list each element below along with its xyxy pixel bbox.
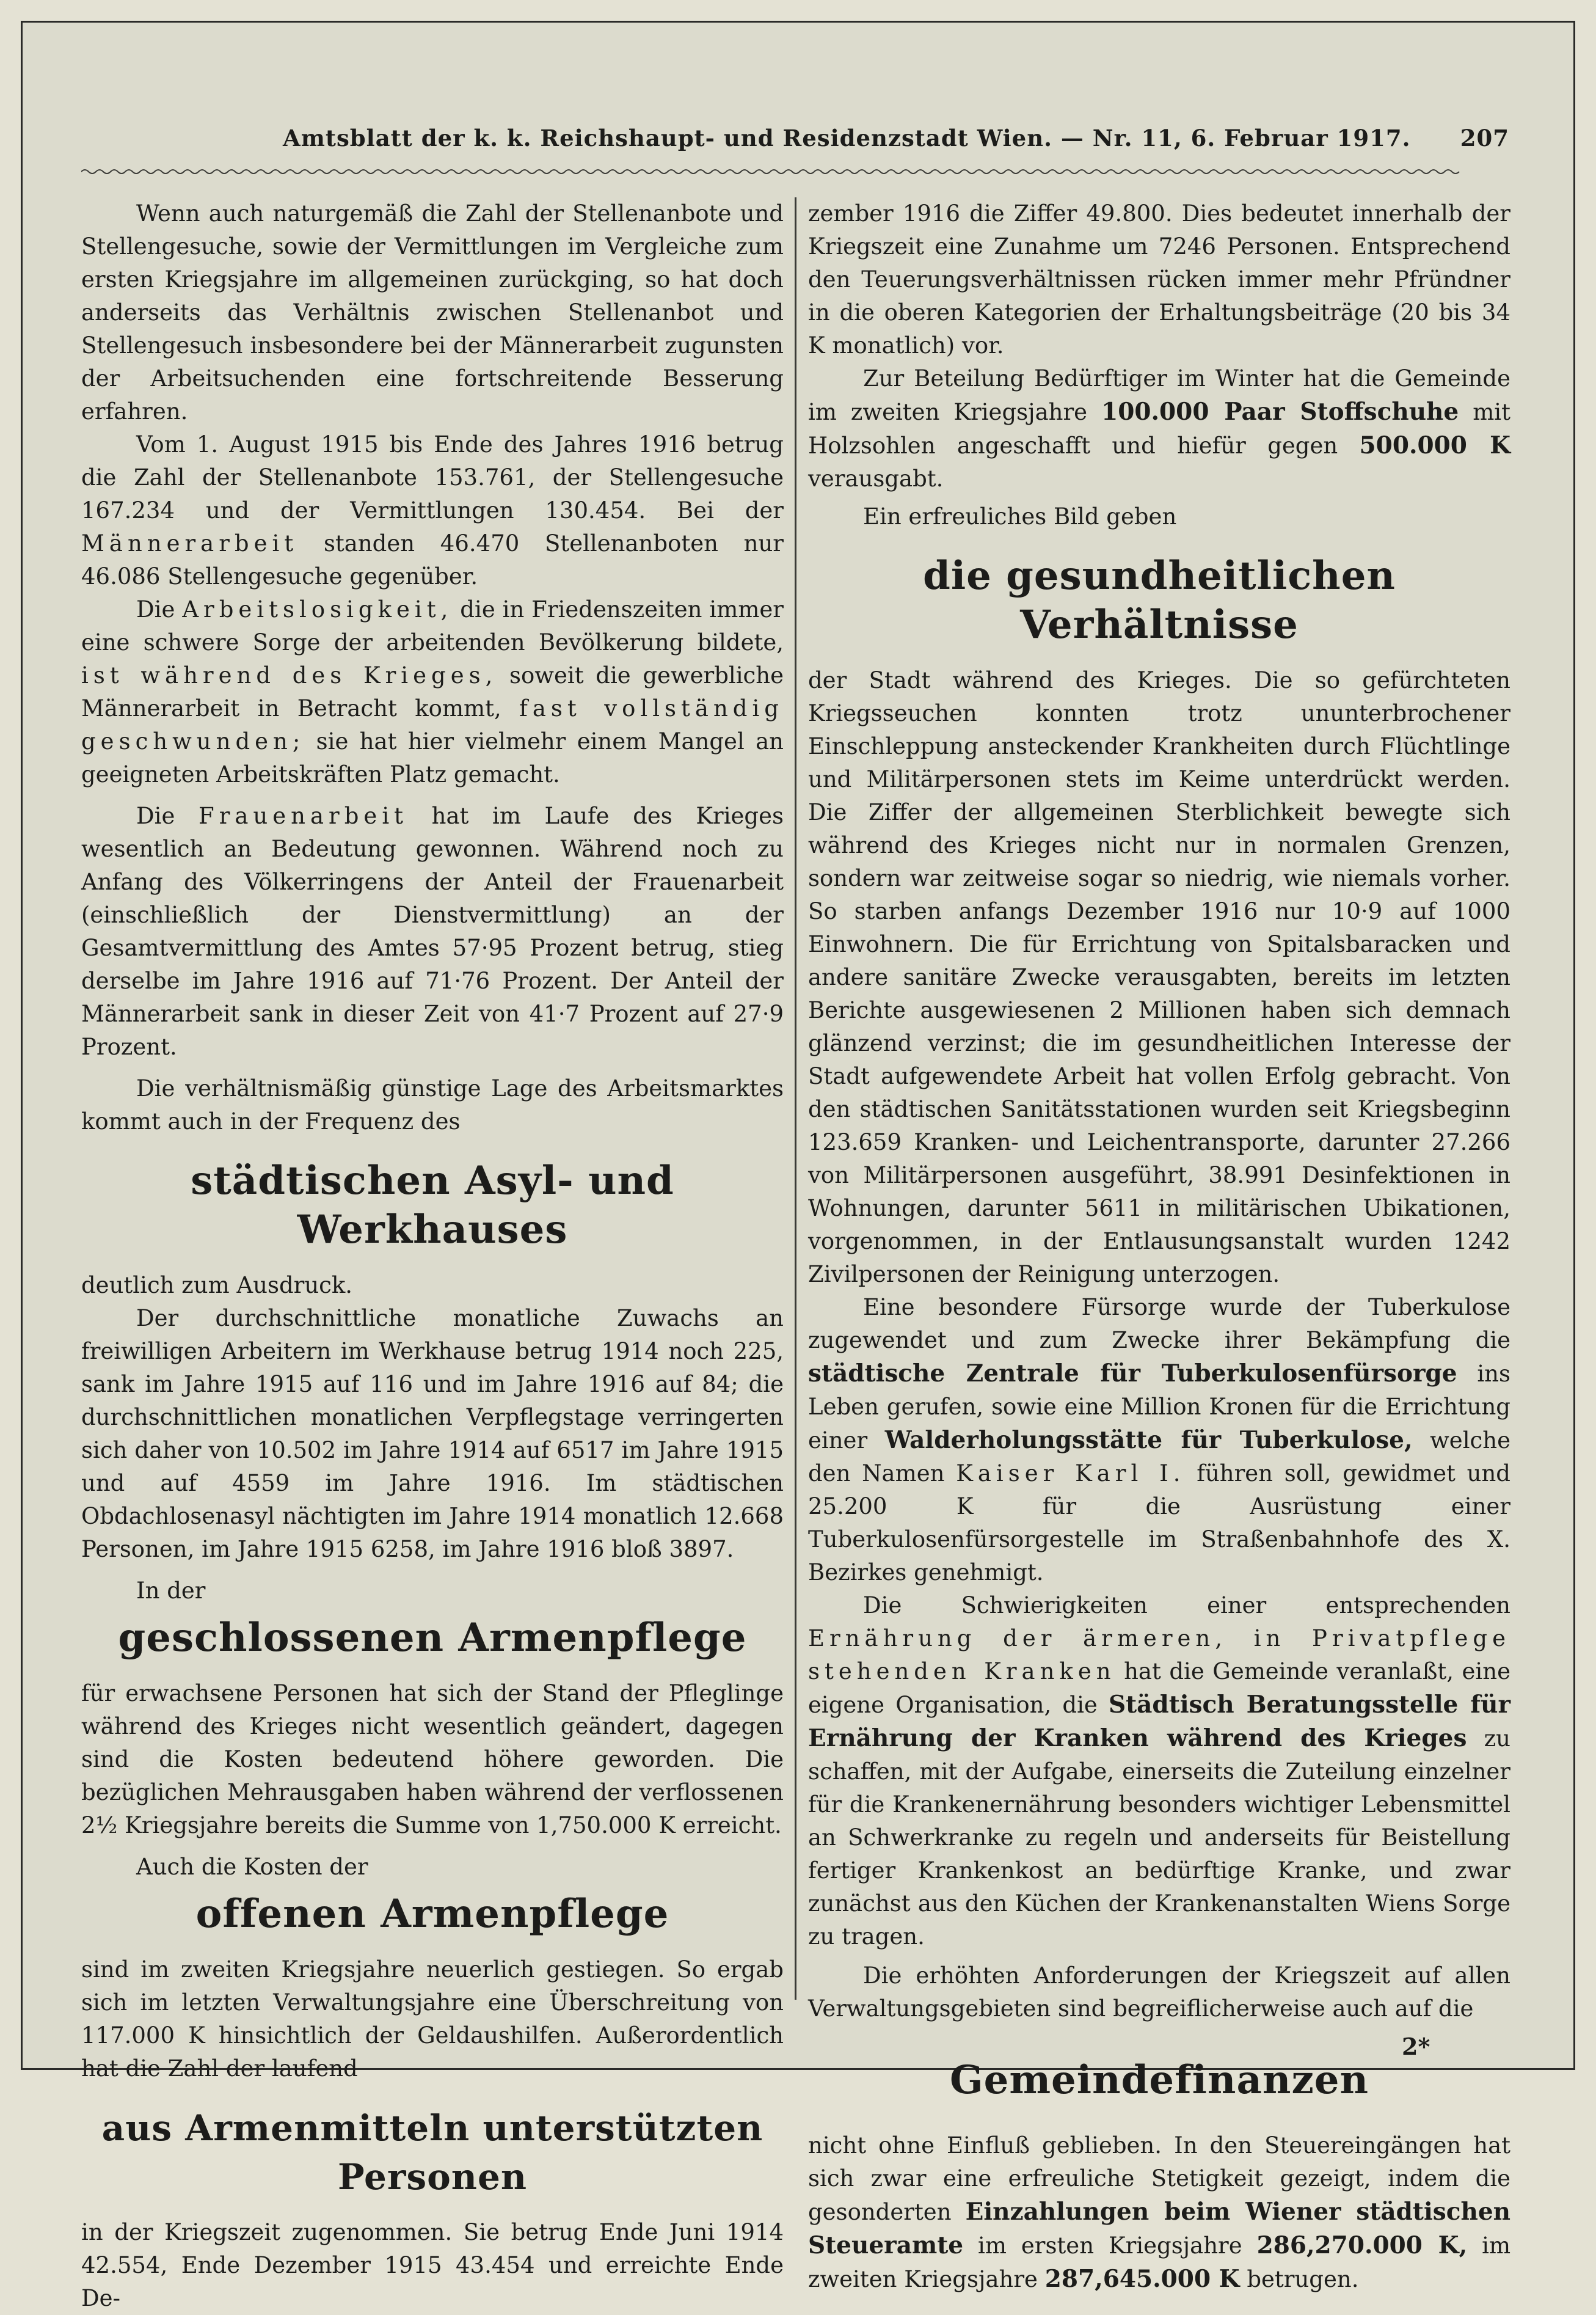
paragraph: sind im zweiten Kriegsjahre neuerlich gestiegen. So ergab sich im letzten Verwaltungsjahre eine Überschreitung von 117.000 K hinsichtlich der Geldaushilfen. Außerordentlich hat die Zahl der laufend bbox=[81, 1956, 784, 2082]
paragraph bbox=[808, 1291, 1510, 1589]
text-run: Eine besondere Fürsorge wurde der Tuberkulose zugewendet und zum Zwecke ihrer Bekämpfung die bbox=[808, 1294, 1510, 1353]
text-run: hat die Gemeinde veranlaßt, eine eigene Organisation, die bbox=[808, 1658, 1510, 1718]
paragraph: In der bbox=[136, 1578, 206, 1604]
text-run: hat im Laufe des Krieges wesentlich an Bedeutung gewonnen. Während noch zu Anfang des Völkerringens der Anteil der Frauenarbeit (einschließlich der Dienstvermittlung) an der Gesamtvermittlung des Amtes 57·95 Prozent betrug, stieg derselbe im Jahre 1916 auf 71·76 Prozent. Der Anteil der Männerarbeit sank in dieser Zeit von 41·7 Prozent auf 27·9 Prozent. bbox=[81, 803, 784, 1060]
decorative-wavy-rule bbox=[81, 167, 1513, 177]
bold-text: 100.000 Paar Stoffschuhe bbox=[1101, 398, 1459, 426]
text-run: Die Schwierigkeiten einer entsprechenden bbox=[863, 1592, 1510, 1618]
paragraph bbox=[81, 593, 784, 791]
paragraph bbox=[808, 1589, 1510, 1953]
left-column bbox=[81, 197, 784, 2315]
paragraph: deutlich zum Ausdruck. bbox=[81, 1272, 353, 1298]
spaced-text: ist während des Krieges, bbox=[81, 662, 498, 689]
paragraph: in der Kriegszeit zugenommen. Sie betrug Ende Juni 1914 42.554, Ende Dezember 1915 43.454 und erreichte Ende De- bbox=[81, 2219, 784, 2311]
spaced-text: Kaiser Karl I. bbox=[956, 1460, 1186, 1487]
paragraph: Auch die Kosten der bbox=[136, 1854, 368, 1880]
text-run: welche den Namen bbox=[808, 1427, 1510, 1487]
bold-text: Walderholungsstätte für Tuberkulose, bbox=[884, 1426, 1413, 1454]
paragraph bbox=[808, 2129, 1510, 2296]
paragraph: Die verhältnismäßig günstige Lage des Arbeitsmarktes kommt auch in der Frequenz des bbox=[81, 1075, 784, 1135]
paragraph: Wenn auch naturgemäß die Zahl der Stellenanbote und Stellengesuche, sowie der Vermittlungen im Vergleiche zum ersten Kriegsjahre im allgemeinen zurückging, so hat doch anderseits das Verhältnis zwischen Stellenanbot und Stellengesuch insbesondere bei der Männerarbeit zugunsten der Arbeitsuchenden eine fortschreitende Besserung erfahren. bbox=[81, 200, 784, 425]
text-run: führen soll, gewidmet und 25.200 K für die Ausrüstung einer Tuberkulosenfürsorgestelle im Straßenbahnhofe des X. Bezirkes genehmigt. bbox=[808, 1460, 1510, 1585]
section-heading: geschlossenen Armenpflege bbox=[118, 1615, 747, 1661]
text-run: soweit die gewerbliche Männerarbeit in Betracht kommt, bbox=[81, 662, 784, 722]
newspaper-page bbox=[21, 21, 1575, 2311]
text-run: im zweiten Kriegsjahre bbox=[808, 2233, 1511, 2292]
text-run: standen 46.470 Stellenanboten nur 46.086 Stellengesuche gegenüber. bbox=[81, 530, 784, 590]
text-run: mit Holzsohlen angeschafft und hiefür gegen bbox=[808, 399, 1511, 459]
section-heading: Gemeindefinanzen bbox=[949, 2057, 1369, 2103]
section-heading: die gesundheitlichen Verhältnisse bbox=[923, 553, 1396, 648]
text-run: Die bbox=[136, 596, 175, 623]
paragraph: der Stadt während des Krieges. Die so gefürchteten Kriegsseuchen konnten trotz ununterbrochener Einschleppung ansteckender Krankheiten durch Flüchtlinge und Militärpersonen stets im Keime unterdrückt werden. Die Ziffer der allgemeinen Sterblichkeit bewegte sich während des Krieges nicht nur in normalen Grenzen, sondern war zeitweise sogar so niedrig, wie niemals vorher. So starben anfangs Dezember 1916 nur 10·9 auf 1000 Einwohnern. Die für Errichtung von Spitalsbaracken und andere sanitäre Zwecke verausgabten, bereits im letzten Berichte ausgewiesenen 2 Millionen haben sich demnach glänzend verzinst; die im gesundheitlichen Interesse der Stadt aufgewendete Arbeit hat vollen Erfolg gebracht. Von den städtischen Sanitätsstationen wurden seit Kriegsbeginn 123.659 Kranken- und Leichentransporte, darunter 27.266 von Militärpersonen ausgeführt, 38.991 Desinfektionen in Wohnungen, darunter 5611 in militärischen Ubikationen, vorgenommen, in der Entlausungsanstalt wurden 1242 Zivilpersonen der Reinigung unterzogen. bbox=[808, 667, 1510, 1287]
paragraph: Die erhöhten Anforderungen der Kriegszeit auf allen Verwaltungsgebieten sind begreiflicherweise auch auf die bbox=[808, 1962, 1510, 2022]
text-run: zu schaffen, mit der Aufgabe, einerseits die Zuteilung einzelner für die Krankenernährung besonders wichtiger Lebensmittel an Schwerkranke zu regeln und anderseits für Beistellung fertiger Krankenkost an bedürftige Kranke, und zwar zunächst aus den Küchen der Krankenanstalten Wiens Sorge zu tragen. bbox=[808, 1725, 1510, 1950]
paragraph bbox=[81, 428, 784, 593]
text-run: im ersten Kriegsjahre bbox=[978, 2233, 1242, 2259]
right-column bbox=[808, 197, 1510, 2296]
text-run: ins Leben gerufen, sowie eine Million Kronen für die Errichtung einer bbox=[808, 1361, 1510, 1454]
bold-text: 286,270.000 K, bbox=[1256, 2231, 1468, 2259]
spaced-text: Frauenarbeit bbox=[199, 803, 409, 829]
bold-text: Einzahlungen beim Wiener städtischen Steueramte bbox=[808, 2198, 1510, 2259]
signature-mark: 2* bbox=[1402, 2033, 1430, 2060]
section-heading: städtischen Asyl- und Werkhauses bbox=[191, 1158, 674, 1253]
text-run: verausgabt. bbox=[808, 466, 944, 492]
bold-text: 287,645.000 K bbox=[1044, 2265, 1240, 2293]
paragraph bbox=[81, 800, 784, 1064]
spaced-text: Männerarbeit bbox=[81, 530, 299, 557]
text-run: nicht ohne Einfluß geblieben. In den Steuereingängen hat sich zwar eine erfreuliche Stetigkeit gezeigt, indem die gesonderten bbox=[808, 2132, 1510, 2225]
paragraph: zember 1916 die Ziffer 49.800. Dies bedeutet innerhalb der Kriegszeit eine Zunahme um 7246 Personen. Entsprechend den Teuerungsverhältnissen rücken immer mehr Pfründner in die oberen Kategorien der Erhaltungsbeiträge (20 bis 34 K monatlich) vor. bbox=[808, 200, 1510, 359]
section-heading: aus Armenmitteln unterstützten Personen bbox=[101, 2107, 763, 2198]
spaced-text: Ernährung der ärmeren, in Privatpflege stehenden Kranken bbox=[808, 1625, 1510, 1684]
text-run: die in Friedenszeiten immer eine schwere Sorge der arbeitenden Bevölkerung bildete, bbox=[81, 596, 784, 656]
text-run: Die bbox=[136, 803, 175, 829]
text-run: Zur Beteilung Bedürftiger im Winter hat die Gemeinde im zweiten Kriegsjahre bbox=[808, 365, 1510, 425]
running-header bbox=[283, 114, 1509, 163]
spaced-text: fast vollständig geschwunden; bbox=[81, 695, 784, 755]
paragraph: Der durchschnittliche monatliche Zuwachs an freiwilligen Arbeitern im Werkhause betrug 1914 noch 225, sank im Jahre 1915 auf 116 und im Jahre 1916 auf 84; die durchschnittlichen monatlichen Verpflegstage verringerten sich daher von 10.502 im Jahre 1914 auf 6517 im Jahre 1915 und auf 4559 im Jahre 1916. Im städtischen Obdachlosenasyl nächtigten im Jahre 1914 monatlich 12.668 Personen, im Jahre 1915 6258, im Jahre 1916 bloß 3897. bbox=[81, 1305, 784, 1562]
paragraph bbox=[808, 362, 1510, 496]
header-title: Amtsblatt der k. k. Reichshaupt- und Residenzstadt Wien. — Nr. 11, 6. Februar 1917. bbox=[283, 125, 1411, 152]
section-heading: offenen Armenpflege bbox=[195, 1891, 669, 1937]
bold-text: Städtisch Beratungsstelle für Ernährung der Kranken während des Krieges bbox=[808, 1691, 1510, 1752]
text-run: Vom 1. August 1915 bis Ende des Jahres 1916 betrug die Zahl der Stellenanbote 153.761, der Stellengesuche 167.234 und der Vermittlungen 130.454. Bei der bbox=[81, 431, 784, 524]
text-run: betrugen. bbox=[1247, 2266, 1359, 2292]
page-number: 207 bbox=[1460, 125, 1509, 152]
spaced-text: Arbeitslosigkeit, bbox=[182, 596, 453, 623]
column-divider bbox=[795, 197, 796, 2000]
bold-text: 500.000 K bbox=[1359, 431, 1510, 459]
text-run: sie hat hier vielmehr einem Mangel an geeigneten Arbeitskräften Platz gemacht. bbox=[81, 728, 784, 788]
paragraph: für erwachsene Personen hat sich der Stand der Pfleglinge während des Krieges nicht wesentlich geändert, dagegen sind die Kosten bedeutend höhere geworden. Die bezüglichen Mehrausgaben haben während der verflossenen 2½ Kriegsjahre bereits die Summe von 1,750.000 K erreicht. bbox=[81, 1680, 784, 1838]
paragraph: Ein erfreuliches Bild geben bbox=[863, 503, 1177, 530]
bold-text: städtische Zentrale für Tuberkulosenfürsorge bbox=[808, 1359, 1457, 1388]
